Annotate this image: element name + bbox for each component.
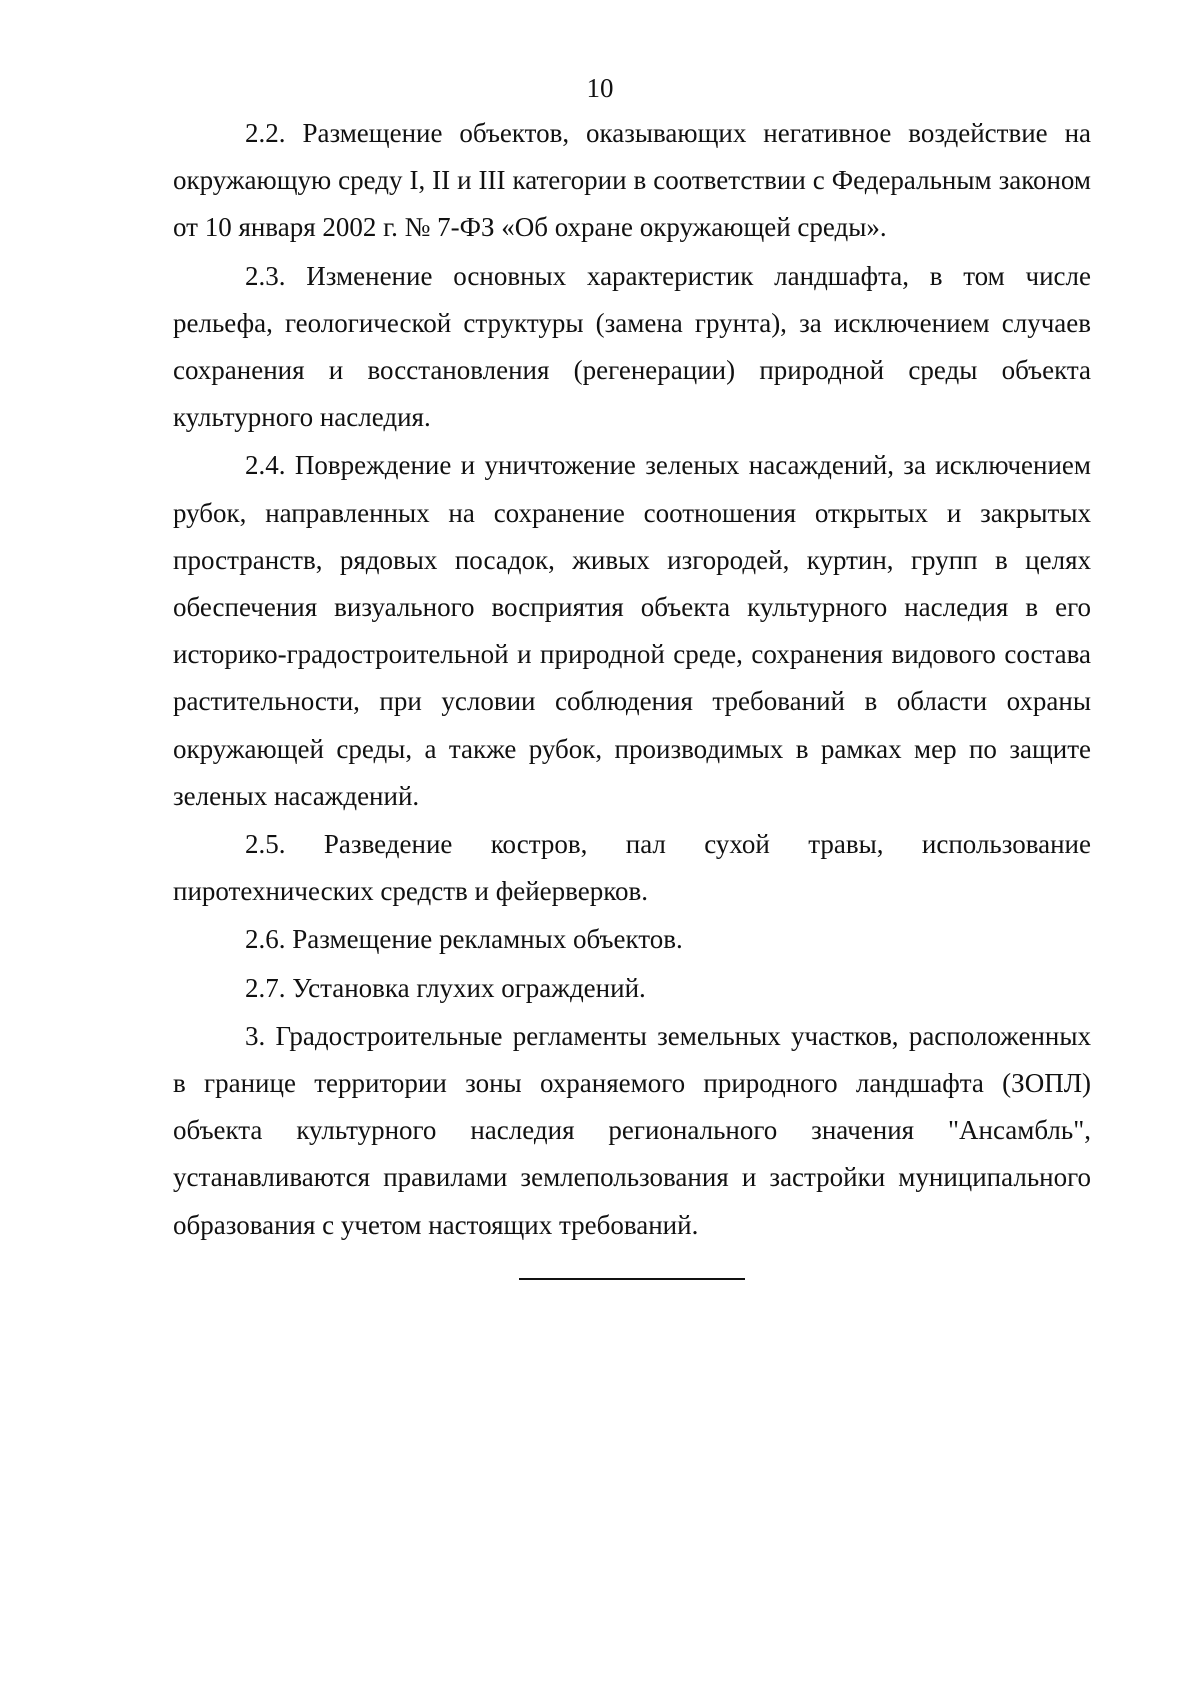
page-number: 10 [586,73,614,103]
paragraph-2-2: 2.2. Размещение объектов, оказывающих негативное воздействие на окружающую среду I, II и III категории в соответствии с Федеральным законом от 10 января 2002 г. № 7-ФЗ «Об охране окружающей среды». [173,118,1091,243]
paragraph-2-7: 2.7. Установка глухих ограждений. [245,972,646,1003]
paragraph-2-6: 2.6. Размещение рекламных объектов. [245,924,683,955]
paragraph-2-4: 2.4. Повреждение и уничтожение зеленых насаждений, за исключением рубок, направленных на сохранение соотношения открытых и закрытых пространств, рядовых посадок, живых изгородей, куртин, групп в целях обеспечения визуального восприятия объекта культурного наследия в его историко-градостроительной и природной среде, сохранения видового состава растительности, при условии соблюдения требований в области охраны окружающей среды, а также рубок, производимых в рамках мер по защите зеленых насаждений. [173,450,1091,811]
paragraph-3: 3. Градостроительные регламенты земельных участков, расположенных в границе территории зоны охраняемого природного ландшафта (ЗОПЛ) объекта культурного наследия регионального значения "Ансамбль", устанавливаются правилами землепользования и застройки муниципального образования с учетом настоящих требований. [173,1020,1091,1240]
end-separator-line [519,1278,745,1280]
paragraph-2-5: 2.5. Разведение костров, пал сухой травы, использование пиротехнических средств и фейерверков. [173,829,1091,907]
paragraph-2-3: 2.3. Изменение основных характеристик ландшафта, в том числе рельефа, геологической структуры (замена грунта), за исключением случаев сохранения и восстановления (регенерации) природной среды объекта культурного наследия. [173,260,1091,433]
document-body [173,110,1091,1250]
